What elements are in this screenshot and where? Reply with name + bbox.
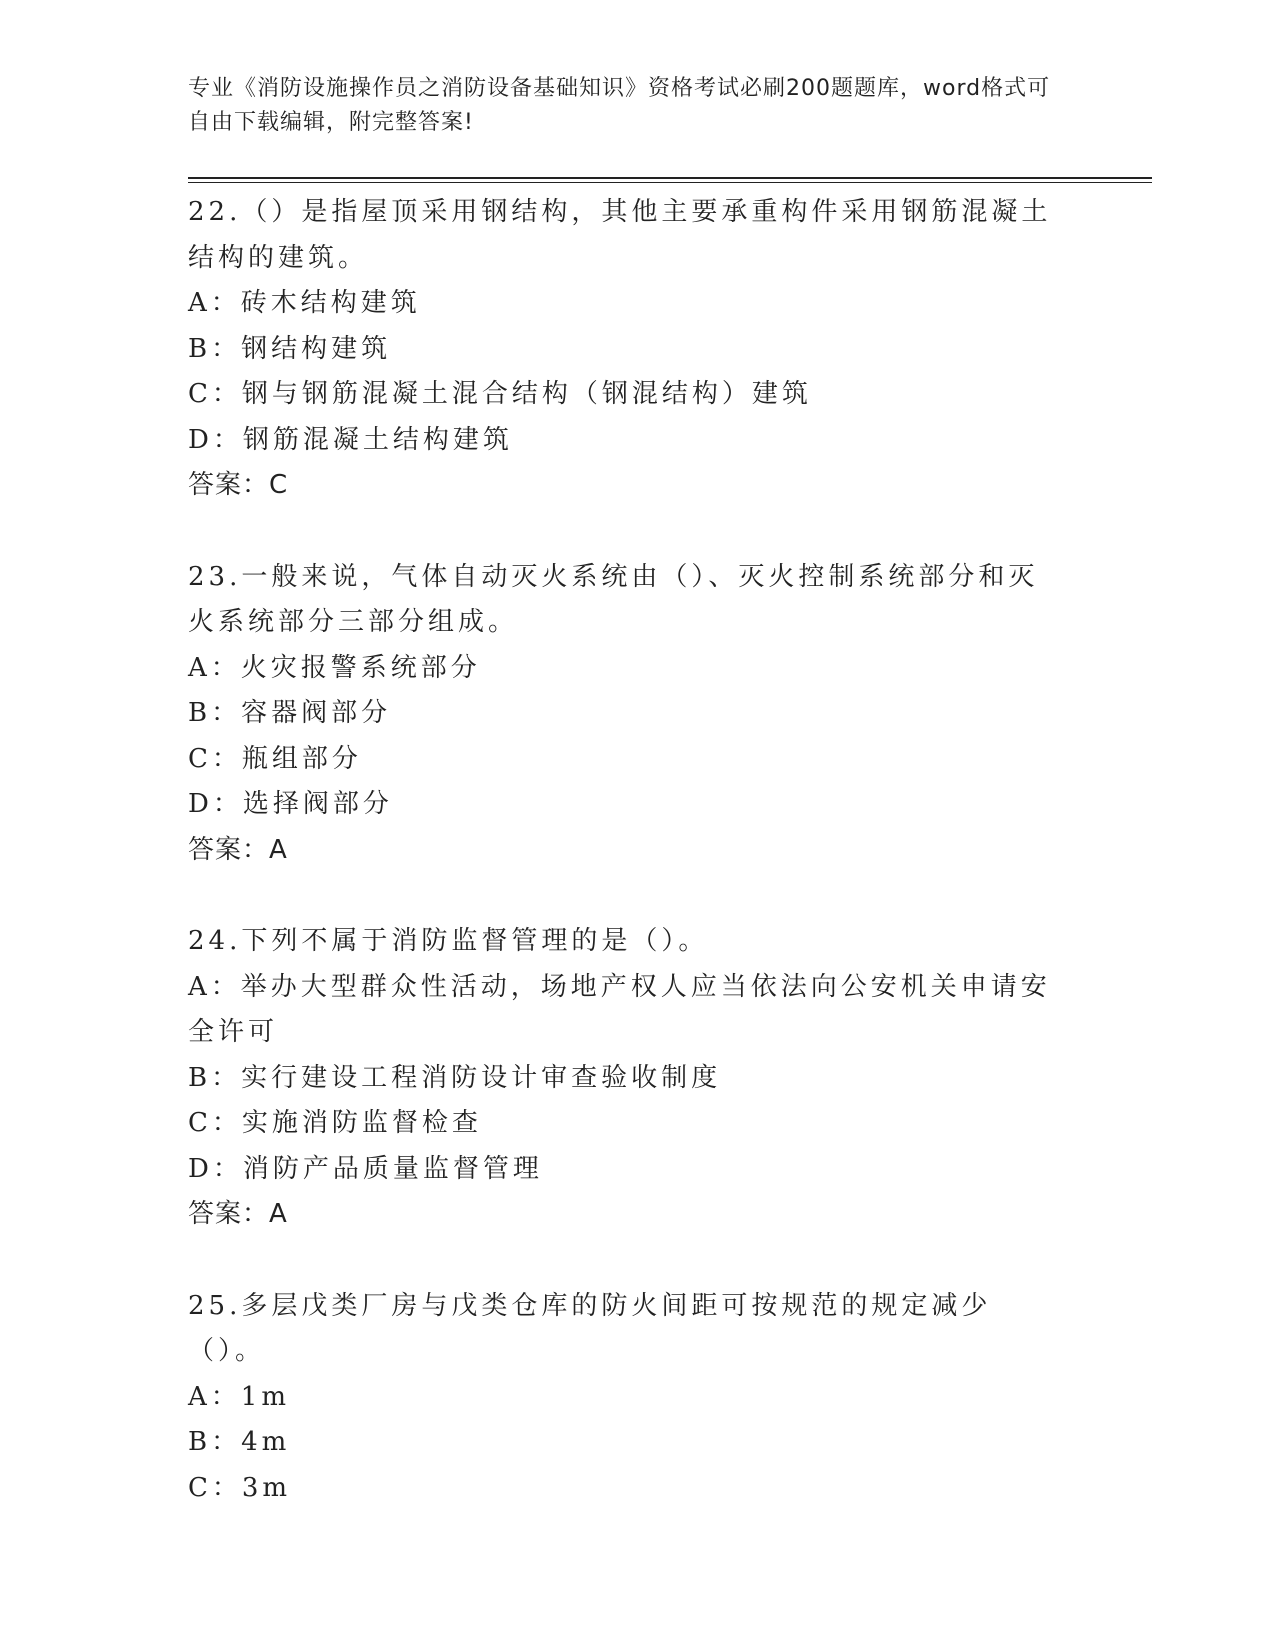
option-b: B：容器阀部分 (188, 698, 392, 728)
question-list (188, 190, 1068, 1557)
option-c: C：实施消防监督检查 (188, 1108, 482, 1138)
option-a: A：1m (188, 1381, 290, 1412)
question-24 (188, 919, 1068, 1238)
option-d: D：消防产品质量监督管理 (188, 1153, 543, 1184)
question-23 (188, 555, 1068, 874)
question-stem: 23.一般来说，气体自动灭火系统由（）、灭火控制系统部分和灭火系统部分三部分组成。 (188, 561, 1039, 637)
question-25 (188, 1284, 1068, 1512)
option-a: A：举办大型群众性活动，场地产权人应当依法向公安机关申请安全许可 (188, 971, 1051, 1047)
question-stem: 22.（）是指屋顶采用钢结构，其他主要承重构件采用钢筋混凝土结构的建筑。 (188, 197, 1052, 273)
option-b: B：钢结构建筑 (188, 333, 392, 364)
document-header: 专业《消防设施操作员之消防设备基础知识》资格考试必刷200题题库，word格式可自由下载编辑，附完整答案! (188, 76, 1051, 135)
header-divider-thick (188, 177, 1152, 179)
option-c: C：3m (188, 1472, 292, 1503)
question-stem: 24.下列不属于消防监督管理的是（）。 (188, 926, 709, 956)
option-c: C：钢与钢筋混凝土混合结构（钢混结构）建筑 (188, 379, 812, 409)
answer: 答案：C (188, 470, 289, 500)
question-22 (188, 190, 1068, 509)
question-stem: 25.多层戊类厂房与戊类仓库的防火间距可按规范的规定减少（）。 (188, 1290, 992, 1366)
option-b: B：实行建设工程消防设计审查验收制度 (188, 1062, 722, 1093)
option-a: A：砖木结构建筑 (188, 288, 421, 318)
header-divider-thin (188, 182, 1152, 183)
answer: 答案：A (188, 834, 288, 865)
option-d: D：钢筋混凝土结构建筑 (188, 424, 513, 455)
option-b: B：4m (188, 1427, 291, 1457)
option-a: A：火灾报警系统部分 (188, 652, 481, 683)
option-d: D：选择阀部分 (188, 789, 393, 819)
answer: 答案：A (188, 1199, 288, 1229)
option-c: C：瓶组部分 (188, 743, 362, 774)
